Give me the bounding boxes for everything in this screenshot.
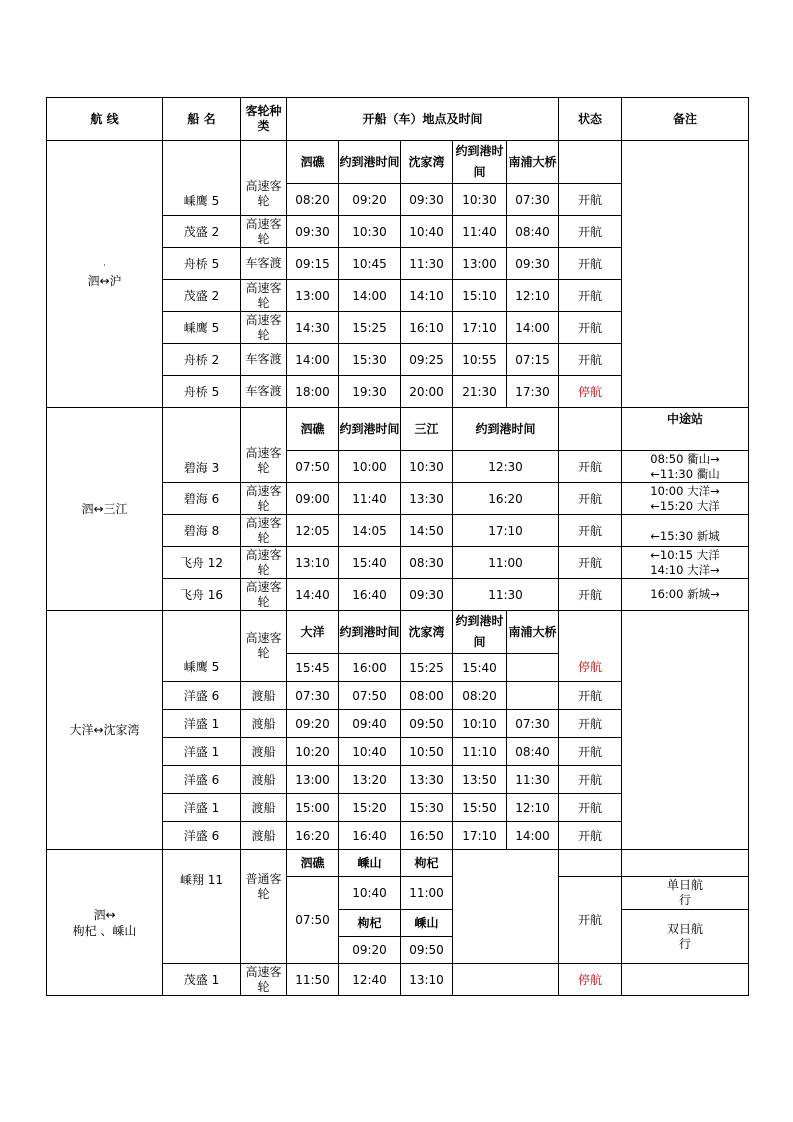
ship-type: 渡船 [241,682,287,710]
time-cell: 08:40 [507,216,559,248]
ship-type: 高速客轮 [241,579,287,611]
header-route: 航 线 [47,98,163,141]
ship-name: 茂盛 2 [163,216,241,248]
time-cell: 15:00 [287,794,339,822]
status-cell: 开航 [559,515,622,547]
ship-type: 高速客轮 [241,611,287,682]
time-cell: 15:10 [453,280,507,312]
status-cell: 开航 [559,547,622,579]
ship-type: 渡船 [241,794,287,822]
midway-stop: 16:00 新城→ [650,587,720,601]
time-cell: 09:50 [401,937,453,964]
header-type: 客轮种类 [241,98,287,141]
section1-subheader [47,141,749,184]
status-cell: 开航 [559,344,622,376]
ship-name: 舟桥 2 [163,344,241,376]
time-cell: 12:10 [507,280,559,312]
ship-type: 高速客轮 [241,547,287,579]
header-ship: 船 名 [163,98,241,141]
time-cell: 09:30 [401,184,453,216]
midway-stop: 08:50 衢山→ [650,451,720,466]
col-header: 约到港时间 [453,408,559,451]
time-cell: 21:30 [453,376,507,408]
route-dot: · [103,261,106,271]
time-cell: 09:30 [507,248,559,280]
time-cell: 09:40 [339,710,401,738]
ship-type: 渡船 [241,766,287,794]
status-suspended: 停航 [559,376,622,408]
time-cell: 08:20 [453,682,507,710]
route-line: 泗↔ [93,907,116,922]
time-cell: 10:40 [339,738,401,766]
col-header: 泗礁 [287,141,339,184]
time-cell: 09:20 [287,710,339,738]
time-cell: 14:50 [401,515,453,547]
time-cell: 10:40 [339,877,401,910]
ship-name: 洋盛 6 [163,822,241,850]
ship-type: 渡船 [241,738,287,766]
ferry-schedule-table [46,97,749,996]
time-cell: 13:00 [287,766,339,794]
midway-stop: ←10:15 大洋 [650,547,720,562]
time-cell: 08:00 [401,682,453,710]
status-cell: 开航 [559,579,622,611]
status-cell: 开航 [559,312,622,344]
time-cell: 15:30 [339,344,401,376]
ship-name: 洋盛 1 [163,738,241,766]
remark-double-day: 双日航行 [622,910,749,964]
time-cell: 14:00 [507,312,559,344]
ship-name: 飞舟 16 [163,579,241,611]
ship-type: 车客渡 [241,344,287,376]
time-cell: 11:00 [401,877,453,910]
time-cell: 13:30 [401,483,453,515]
midway-stop: 10:00 大洋→ [650,483,720,498]
col-header: 枸杞 [339,910,401,937]
remarks-cell [622,850,749,877]
time-cell: 09:20 [339,184,401,216]
time-cell: 15:20 [339,794,401,822]
time-cell: 07:30 [507,710,559,738]
ship-type: 高速客轮 [241,515,287,547]
time-cell: 08:30 [401,547,453,579]
status-cell: 开航 [559,216,622,248]
time-cell: 16:20 [287,822,339,850]
time-cell: 07:30 [287,682,339,710]
time-cell: 11:30 [401,248,453,280]
time-cell: 09:30 [287,216,339,248]
status-suspended: 停航 [559,611,622,682]
time-cell: 08:20 [287,184,339,216]
time-cell: 10:00 [339,451,401,483]
col-header: 沈家湾 [401,611,453,654]
col-header: 沈家湾 [401,141,453,184]
ship-type: 车客渡 [241,376,287,408]
col-header: 泗礁 [287,408,339,451]
status-cell: 开航 [559,738,622,766]
col-header: 约到港时间 [339,141,401,184]
midway-note [622,451,749,483]
time-cell: 16:10 [401,312,453,344]
col-header: 约到港时间 [339,611,401,654]
time-cell: 11:30 [507,766,559,794]
time-cell: 07:30 [507,184,559,216]
time-cell: 13:10 [401,964,453,996]
midway-stop: ←15:20 大洋 [650,498,720,513]
time-cell: 13:30 [401,766,453,794]
time-cell: 07:50 [339,682,401,710]
time-cell: 07:15 [507,344,559,376]
time-cell: 13:50 [453,766,507,794]
midway-stop: 14:10 大洋→ [650,562,720,577]
time-cell: 10:45 [339,248,401,280]
ship-name: 碧海 8 [163,515,241,547]
status-cell [559,141,622,184]
ship-name: 飞舟 12 [163,547,241,579]
time-cell: 18:00 [287,376,339,408]
ship-name: 洋盛 6 [163,766,241,794]
col-header: 泗礁 [287,850,339,877]
status-suspended: 停航 [559,964,622,996]
time-cell: 09:00 [287,483,339,515]
time-cell: 16:00 [339,654,401,682]
time-cell: 09:25 [401,344,453,376]
ship-type: 高速客轮 [241,964,287,996]
header-remarks: 备注 [622,98,749,141]
ship-name: 洋盛 1 [163,794,241,822]
ship-name: 洋盛 1 [163,710,241,738]
time-cell: 14:05 [339,515,401,547]
time-cell: 16:40 [339,822,401,850]
time-cell: 13:00 [453,248,507,280]
status-cell [559,850,622,877]
time-cell: 09:15 [287,248,339,280]
time-cell: 17:10 [453,312,507,344]
time-cell: 07:50 [287,451,339,483]
time-cell: 17:10 [453,822,507,850]
time-cell: 10:30 [453,184,507,216]
route-label: 泗↔沪 [87,274,122,288]
time-cell: 20:00 [401,376,453,408]
time-cell: 10:20 [287,738,339,766]
ship-type: 高速客轮 [241,483,287,515]
time-cell: 10:10 [453,710,507,738]
ship-name: 嵊鹰 5 [163,312,241,344]
time-cell: 08:40 [507,738,559,766]
ship-type: 高速客轮 [241,216,287,248]
time-cell: 13:00 [287,280,339,312]
status-cell: 开航 [559,248,622,280]
time-cell: 15:25 [401,654,453,682]
midway-note [622,579,749,611]
header-departure: 开船（车）地点及时间 [287,98,559,141]
time-cell: 15:30 [401,794,453,822]
time-cell: 15:50 [453,794,507,822]
col-header: 约到港时间 [453,141,507,184]
time-cell: 11:00 [453,547,559,579]
route-cell: 大洋↔沈家湾 [47,611,163,850]
status-cell: 开航 [559,766,622,794]
time-cell: 11:40 [453,216,507,248]
route-cell: 泗↔三江 [47,408,163,611]
time-cell: 15:25 [339,312,401,344]
ship-type: 渡船 [241,710,287,738]
header-status: 状态 [559,98,622,141]
status-cell: 开航 [559,822,622,850]
time-cell: 09:20 [339,937,401,964]
ship-type: 高速客轮 [241,408,287,483]
ship-name: 舟桥 5 [163,248,241,280]
time-cell: 12:30 [453,451,559,483]
col-header: 约到港时间 [339,408,401,451]
ship-type: 车客渡 [241,248,287,280]
ship-type: 高速客轮 [241,280,287,312]
time-cell: 09:30 [401,579,453,611]
remarks-cell [622,141,749,408]
status-cell: 开航 [559,682,622,710]
time-cell: 15:45 [287,654,339,682]
remarks-cell [622,611,749,850]
remark-single-day: 单日航行 [622,877,749,910]
time-cell: 14:40 [287,579,339,611]
time-cell: 11:40 [339,483,401,515]
status-cell: 开航 [559,794,622,822]
time-cell [507,682,559,710]
time-cell: 13:20 [339,766,401,794]
midway-note [622,515,749,547]
time-cell: 16:20 [453,483,559,515]
time-cell: 10:50 [401,738,453,766]
section4-subheader [47,850,749,877]
empty-cell [453,850,559,964]
empty-cell [453,964,559,996]
time-cell: 11:50 [287,964,339,996]
section2-subheader [47,408,749,451]
time-cell: 14:30 [287,312,339,344]
time-cell: 11:30 [453,579,559,611]
ship-name: 嵊鹰 5 [163,611,241,682]
ship-type: 高速客轮 [241,141,287,216]
ship-type: 普通客轮 [241,850,287,964]
time-cell: 10:55 [453,344,507,376]
time-cell: 07:50 [287,877,339,964]
midway-stop: ←15:30 新城 [650,529,720,543]
time-cell: 12:05 [287,515,339,547]
midway-note [622,483,749,515]
time-cell [507,654,559,682]
time-cell: 14:00 [287,344,339,376]
col-header: 约到港时间 [453,611,507,654]
ship-name: 洋盛 6 [163,682,241,710]
time-cell: 17:30 [507,376,559,408]
ship-name: 茂盛 2 [163,280,241,312]
time-cell: 16:50 [401,822,453,850]
col-header: 嵊山 [339,850,401,877]
section3-subheader [47,611,749,654]
time-cell: 10:40 [401,216,453,248]
time-cell: 14:00 [339,280,401,312]
time-cell: 13:10 [287,547,339,579]
midway-stop: ←11:30 衢山 [650,466,720,481]
time-cell: 12:10 [507,794,559,822]
time-cell: 19:30 [339,376,401,408]
status-cell: 开航 [559,877,622,964]
time-cell: 11:10 [453,738,507,766]
col-header: 嵊山 [401,910,453,937]
time-cell: 17:10 [453,515,559,547]
col-header: 南浦大桥 [507,141,559,184]
status-cell: 开航 [559,710,622,738]
col-header: 南浦大桥 [507,611,559,654]
time-cell: 10:30 [401,451,453,483]
time-cell: 14:00 [507,822,559,850]
ship-name: 嵊鹰 5 [163,141,241,216]
ship-name: 嵊翔 11 [163,850,241,964]
col-header: 大洋 [287,611,339,654]
time-cell: 10:30 [339,216,401,248]
midway-header: 中途站 [622,408,749,451]
midway-note [622,547,749,579]
col-header: 三江 [401,408,453,451]
time-cell: 15:40 [339,547,401,579]
status-cell [559,408,622,451]
ship-type: 渡船 [241,822,287,850]
status-cell: 开航 [559,184,622,216]
route-cell [47,141,163,408]
header-row [47,98,749,141]
ship-name: 茂盛 1 [163,964,241,996]
status-cell: 开航 [559,280,622,312]
time-cell: 12:40 [339,964,401,996]
route-line: 枸杞 、嵊山 [72,923,137,938]
time-cell: 16:40 [339,579,401,611]
status-cell: 开航 [559,451,622,483]
time-cell: 09:50 [401,710,453,738]
status-cell: 开航 [559,483,622,515]
ship-type: 高速客轮 [241,312,287,344]
ship-name: 舟桥 5 [163,376,241,408]
ship-name: 碧海 6 [163,483,241,515]
route-cell [47,850,163,996]
time-cell: 14:10 [401,280,453,312]
ship-name: 碧海 3 [163,408,241,483]
col-header: 枸杞 [401,850,453,877]
time-cell: 15:40 [453,654,507,682]
remarks-cell [622,964,749,996]
